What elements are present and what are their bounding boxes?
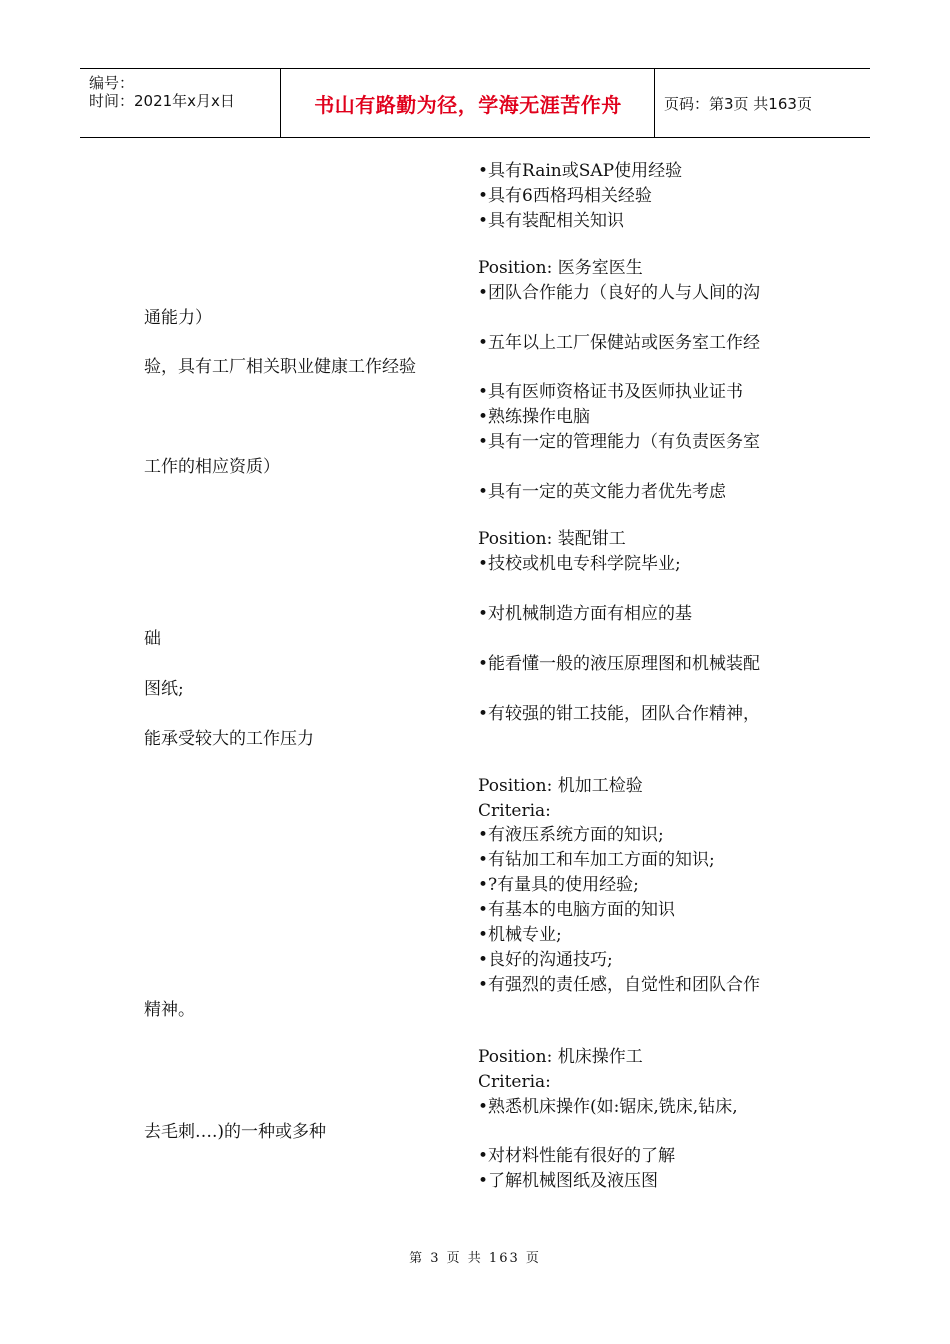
text-line: •有基本的电脑方面的知识	[478, 900, 676, 920]
text-line: •有液压系统方面的知识;	[478, 825, 664, 845]
header-page-info: 页码：第3页 共163页	[664, 95, 812, 113]
text-line: •具有6西格玛相关经验	[478, 186, 652, 206]
text-line: •对材料性能有很好的了解	[478, 1146, 676, 1166]
header-motto: 书山有路勤为径，学海无涯苦作舟	[314, 93, 622, 117]
number-label: 编号：	[89, 74, 135, 92]
text-line: •团队合作能力（良好的人与人间的沟	[478, 283, 761, 303]
text-line: 础	[144, 629, 161, 649]
text-line: •具有Rain或SAP使用经验	[478, 161, 683, 181]
text-line: 图纸;	[144, 679, 184, 699]
criteria-label: Criteria:	[478, 801, 551, 821]
text-line: •对机械制造方面有相应的基	[478, 604, 693, 624]
text-line: 精神。	[144, 1000, 195, 1020]
text-line: •具有装配相关知识	[478, 211, 625, 231]
page-header	[80, 68, 870, 138]
text-line: •具有一定的英文能力者优先考虑	[478, 482, 727, 502]
text-line: •熟练操作电脑	[478, 407, 591, 427]
text-line: 去毛刺….)的一种或多种	[144, 1122, 327, 1142]
position-heading: Position: 机床操作工	[478, 1047, 643, 1067]
text-line: •了解机械图纸及液压图	[478, 1171, 659, 1191]
text-line: •?有量具的使用经验;	[478, 875, 639, 895]
position-heading: Position: 医务室医生	[478, 258, 643, 278]
text-line: •五年以上工厂保健站或医务室工作经	[478, 333, 761, 353]
page-footer: 第 3 页 共 163 页	[409, 1251, 541, 1266]
text-line: •有钻加工和车加工方面的知识;	[478, 850, 715, 870]
text-line: •技校或机电专科学院毕业;	[478, 554, 681, 574]
header-meta	[80, 69, 280, 137]
text-line: 工作的相应资质）	[144, 457, 280, 477]
text-line: 通能力）	[144, 308, 212, 328]
text-line: •机械专业;	[478, 925, 562, 945]
criteria-label: Criteria:	[478, 1072, 551, 1092]
text-line: •有强烈的责任感，自觉性和团队合作	[478, 975, 761, 995]
header-divider	[280, 69, 281, 137]
position-heading: Position: 装配钳工	[478, 529, 626, 549]
text-line: •具有一定的管理能力（有负责医务室	[478, 432, 761, 452]
text-line: •具有医师资格证书及医师执业证书	[478, 382, 744, 402]
position-heading: Position: 机加工检验	[478, 776, 643, 796]
text-line: •有较强的钳工技能，团队合作精神，	[478, 704, 761, 724]
text-line: •能看懂一般的液压原理图和机械装配	[478, 654, 761, 674]
text-line: 验，具有工厂相关职业健康工作经验	[144, 357, 416, 377]
header-divider	[654, 69, 655, 137]
time-label: 时间：2021年x月x日	[89, 92, 235, 110]
text-line: •熟悉机床操作(如:锯床,铣床,钻床,	[478, 1097, 738, 1117]
text-line: •良好的沟通技巧;	[478, 950, 613, 970]
text-line: 能承受较大的工作压力	[144, 729, 314, 749]
